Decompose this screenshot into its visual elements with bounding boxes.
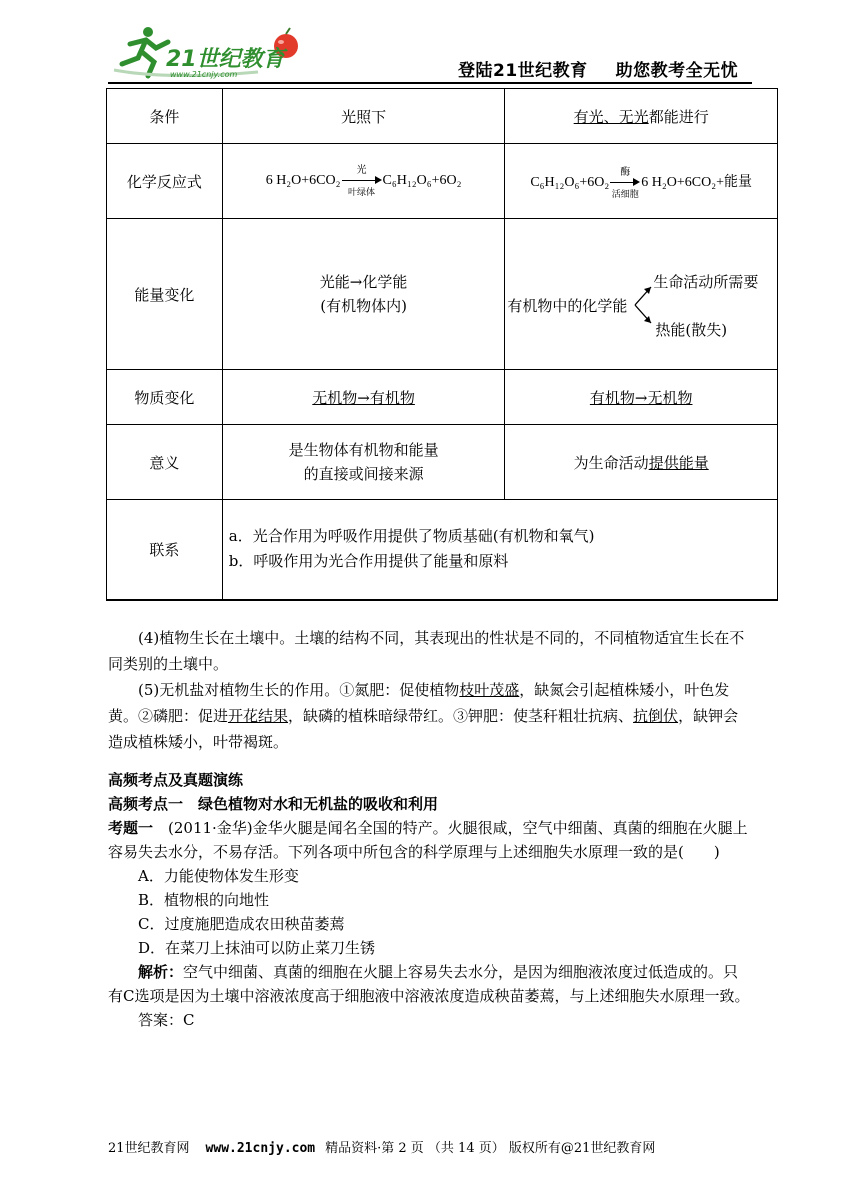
photo-formula [222, 144, 505, 219]
link-content [222, 500, 777, 600]
footer-site: www.21cnjy.com [205, 1141, 316, 1156]
resp-condition-bottom: 活细胞 [611, 188, 639, 199]
analysis: 解析：空气中细菌、真菌的细胞在火腿上容易失去水分，是因为细胞液浓度过低造成的。只有C选项是因为土壤中溶液浓度高于细胞液中溶液浓度造成秧苗萎蔫，与上述细胞失水原理一致。 [108, 963, 750, 1005]
resp-meaning: 为生命活动提供能量 [505, 425, 778, 500]
body-notes [108, 625, 752, 755]
resp-condition-rest: 都能进行 [648, 107, 709, 126]
analysis-label: 解析： [138, 963, 184, 981]
photo-energy [222, 219, 505, 370]
option-c: C．过度施肥造成农田秧苗萎蔫 [138, 915, 345, 933]
paragraph-5: (5)无机盐对植物生长的作用。①氮肥：促使植物枝叶茂盛，缺氮会引起植株矮小，叶色发黄。②磷肥：促进开花结果，缺磷的植株暗绿带红。③钾肥：使茎秆粗壮抗病、抗倒伏，缺钾会造成植株矮小，叶带褐斑。 [108, 681, 739, 751]
resp-energy [505, 219, 778, 370]
link-line-a: a．光合作用为呼吸作用提供了物质基础(有机物和氧气) [228, 527, 595, 546]
table-row [107, 144, 778, 219]
photo-condition-bottom: 叶绿体 [348, 186, 376, 197]
resp-reactants: C₆H₁₂O₆+6O₂ [530, 175, 610, 190]
paragraph-4: (4)植物生长在土壤中。土壤的结构不同，其表现出的性状是不同的，不同植物适宜生长在不同类别的土壤中。 [108, 629, 745, 673]
table-row [107, 370, 778, 425]
row-label-link: 联系 [107, 500, 223, 600]
footer-left: 21世纪教育网 [108, 1141, 190, 1156]
row-label-matter: 物质变化 [107, 370, 223, 425]
table-row [107, 219, 778, 370]
resp-energy-target1: 生命活动所需要 [653, 273, 759, 291]
reaction-arrow-icon [342, 164, 382, 197]
photo-energy-line1: 光能→化学能 [319, 273, 408, 291]
resp-energy-source: 有机物中的化学能 [507, 297, 628, 315]
logo-graphic [108, 24, 303, 82]
svg-text:www.21cnjy.com: www.21cnjy.com [170, 70, 238, 79]
photo-condition: 光照下 [222, 89, 505, 144]
page-footer [108, 1137, 655, 1156]
header-rule [108, 82, 752, 84]
link-line-b: b．呼吸作用为光合作用提供了能量和原料 [228, 552, 509, 571]
reaction-arrow-icon [610, 166, 640, 199]
question-label: 考题一 [108, 819, 154, 837]
branch-arrows-icon [633, 279, 655, 329]
option-d: D．在菜刀上抹油可以防止菜刀生锈 [138, 939, 376, 957]
photo-matter: 无机物→有机物 [222, 370, 505, 425]
comparison-table [106, 88, 778, 601]
photo-condition-top: 光 [356, 164, 367, 176]
exam-section [108, 768, 752, 1032]
answer: 答案：C [138, 1011, 195, 1029]
slogan-left: 登陆21世纪教育 [458, 61, 588, 81]
photo-meaning: 是生物体有机物和能量 的直接或间接来源 [222, 425, 505, 500]
row-label-energy: 能量变化 [107, 219, 223, 370]
topic-title: 高频考点一 绿色植物对水和无机盐的吸收和利用 [108, 795, 439, 813]
table-row [107, 500, 778, 600]
resp-condition-underlined: 有光、无光 [573, 107, 649, 126]
table-row [107, 425, 778, 500]
row-label-formula: 化学反应式 [107, 144, 223, 219]
question-text: 考题一 (2011·金华)金华火腿是闻名全国的特产。火腿很咸，空气中细菌、真菌的细胞在火腿上容易失去水分，不易存活。下列各项中所包含的科学原理与上述细胞失水原理一致的是( ) [108, 819, 748, 861]
table-row [107, 89, 778, 144]
svg-text:21世纪教育: 21世纪教育 [166, 47, 285, 72]
row-label-condition: 条件 [107, 89, 223, 144]
header-slogan [458, 56, 738, 81]
option-a: A．力能使物体发生形变 [138, 867, 299, 885]
slogan-right: 助您教考全无忧 [615, 61, 739, 81]
row-label-meaning: 意义 [107, 425, 223, 500]
resp-condition-top: 酶 [620, 166, 631, 178]
option-b: B．植物根的向地性 [138, 891, 270, 909]
resp-condition [505, 89, 778, 144]
resp-energy-target2: 热能(散失) [655, 321, 728, 339]
photo-energy-line2: (有机物体内) [320, 297, 407, 315]
resp-formula [505, 144, 778, 219]
footer-right: 精品资料·第 2 页 （共 14 页） 版权所有@21世纪教育网 [325, 1141, 656, 1156]
section-title: 高频考点及真题演练 [108, 771, 244, 789]
site-logo [108, 24, 303, 82]
photo-reactants: 6 H₂O+6CO₂ [265, 173, 341, 188]
photo-products: C₆H₁₂O₆+6O₂ [382, 173, 462, 188]
resp-products: 6 H₂O+6CO₂+能量 [641, 175, 753, 190]
resp-matter: 有机物→无机物 [505, 370, 778, 425]
